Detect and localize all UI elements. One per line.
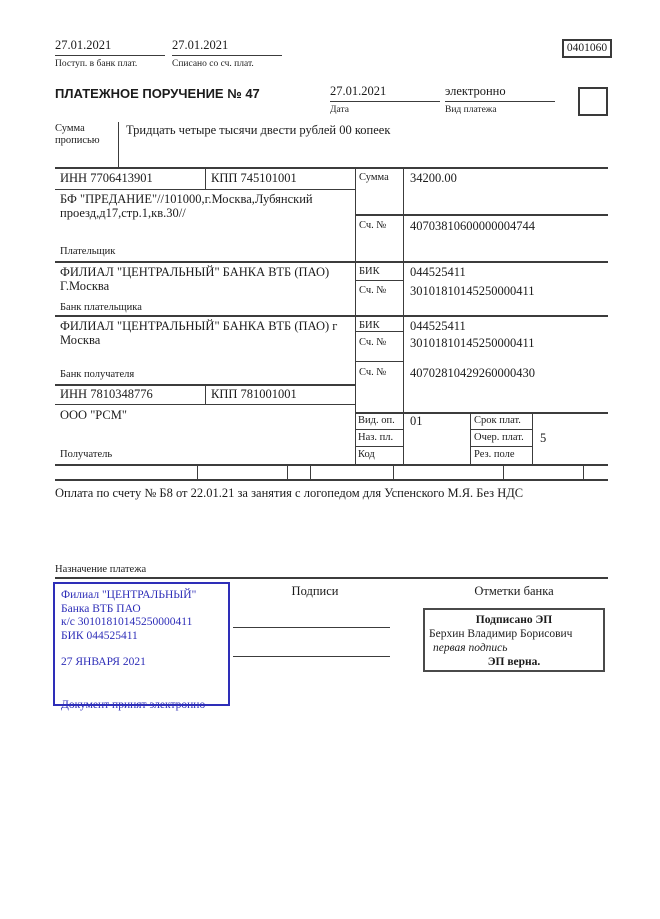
status-checkbox [578, 87, 608, 116]
payer-bank-section-label: Банк плательщика [60, 302, 142, 313]
payer-name: БФ "ПРЕДАНИЕ"//101000,г.Москва,Лубянский проезд,д17,стр.1,кв.30// [60, 192, 313, 221]
purpose-underline [55, 577, 608, 579]
payer-kpp: КПП 745101001 [211, 171, 297, 185]
payee-account-label: Сч. № [359, 367, 387, 378]
tax-cell-divider-3 [310, 464, 311, 479]
payer-bank-bik: 044525411 [410, 265, 466, 279]
tax-cell-divider-5 [503, 464, 504, 479]
duecol-left-divider [470, 412, 471, 464]
optype-row-border [355, 429, 403, 430]
bank-stamp [53, 582, 230, 711]
stamp-bank-name: Филиал "ЦЕНТРАЛЬНЫЙ" Банка ВТБ ПАО [61, 589, 197, 615]
sum-label: Сумма [359, 172, 389, 183]
tax-cell-divider-2 [287, 464, 288, 479]
payer-section-border [55, 261, 608, 263]
code-label: Код [358, 449, 375, 460]
payer-account-label: Сч. № [359, 220, 387, 231]
payer-bank-name: ФИЛИАЛ "ЦЕНТРАЛЬНЫЙ" БАНКА ВТБ (ПАО) Г.Москва [60, 265, 330, 294]
debited-date-label: Списано со сч. плат. [172, 59, 254, 69]
debited-date-underline [172, 55, 282, 56]
tax-row-bottom-border [55, 479, 608, 481]
sum-cell-border [355, 214, 608, 216]
payerbank-section-border [55, 315, 608, 317]
esign-verified: ЭП верна. [487, 656, 541, 669]
nazpl-row-border [355, 446, 403, 447]
reserve-label: Рез. поле [474, 449, 515, 460]
payee-bank-name: ФИЛИАЛ "ЦЕНТРАЛЬНЫЙ" БАНКА ВТБ (ПАО) г Москва [60, 319, 338, 348]
payee-bank-account: 30101810145250000411 [410, 336, 535, 350]
tax-cell-divider-6 [583, 464, 584, 479]
purpose-code-label: Наз. пл. [358, 432, 394, 443]
debited-date: 27.01.2021 [172, 38, 229, 52]
tax-cell-divider-1 [197, 464, 198, 479]
document-date: 27.01.2021 [330, 84, 387, 98]
esign-name: Берхин Владимир Борисович [429, 628, 573, 641]
document-title: ПЛАТЕЖНОЕ ПОРУЧЕНИЕ № 47 [55, 86, 260, 101]
signature-line-2 [233, 656, 390, 657]
payee-account-label-border [355, 361, 403, 362]
payer-section-label: Плательщик [60, 246, 116, 257]
payee-bank-section-label: Банк получателя [60, 369, 135, 380]
received-date: 27.01.2021 [55, 38, 112, 52]
duecol-right-divider [532, 412, 533, 464]
form-code-box: 0401060 [562, 39, 612, 58]
received-date-underline [55, 55, 165, 56]
stamp-bik: БИК 044525411 [61, 629, 138, 642]
amount-words-value: Тридцать четыре тысячи двести рублей 00 копеек [126, 123, 391, 137]
stamp-footer: Документ принят электронно [61, 698, 206, 711]
payee-name: ООО "РСМ" [60, 408, 127, 422]
payer-account: 40703810600000004744 [410, 219, 535, 233]
order-label: Очер. плат. [474, 432, 524, 443]
document-date-label: Дата [330, 105, 349, 115]
payee-inn-kpp-divider [205, 384, 206, 404]
table-labelcol-divider [403, 167, 404, 464]
payee-inn-row-border [55, 404, 355, 405]
due-label: Срок плат. [474, 415, 521, 426]
payee-inn: ИНН 7810348776 [60, 387, 153, 401]
opfields-top-border [355, 412, 608, 414]
signature-line-1 [233, 627, 390, 628]
payer-bank-bik-label: БИК [359, 266, 380, 277]
payer-inn: ИНН 7706413901 [60, 171, 153, 185]
received-date-label: Поступ. в банк плат. [55, 59, 138, 69]
payee-bank-account-label: Сч. № [359, 337, 387, 348]
table-border-top [55, 167, 608, 169]
op-type-value: 01 [410, 414, 423, 428]
op-type-label: Вид. оп. [358, 415, 395, 426]
payer-inn-row-border [55, 189, 355, 190]
payee-section-border [55, 464, 608, 466]
amount-words-label: Сумма прописью [55, 123, 100, 146]
stamp-date: 27 ЯНВАРЯ 2021 [61, 656, 146, 669]
payee-bank-bik: 044525411 [410, 319, 466, 333]
document-date-underline [330, 101, 440, 102]
payment-kind-label: Вид платежа [445, 105, 497, 115]
amount-words-divider [118, 122, 119, 168]
table-mid-divider [355, 167, 356, 464]
esign-box [423, 608, 605, 672]
order-value: 5 [540, 431, 547, 445]
order-row-border [470, 446, 532, 447]
purpose-label: Назначение платежа [55, 564, 147, 575]
payer-inn-kpp-divider [205, 167, 206, 189]
sum-value: 34200.00 [410, 171, 457, 185]
payerbank-bik-divider [355, 280, 403, 281]
purpose-text: Оплата по счету № Б8 от 22.01.21 за занятия с логопедом для Успенского М.Я. Без НДС [55, 486, 524, 500]
esign-kind: первая подпись [433, 642, 508, 655]
payee-kpp: КПП 781001001 [211, 387, 297, 401]
esign-title: Подписано ЭП [475, 614, 553, 626]
stamp-corr-account: к/с 30101810145250000411 [61, 616, 193, 629]
payer-bank-account: 30101810145250000411 [410, 284, 535, 298]
payee-bank-bik-label: БИК [359, 320, 380, 331]
payee-account: 40702810429260000430 [410, 366, 535, 380]
due-row-border [470, 429, 532, 430]
payer-bank-account-label: Сч. № [359, 285, 387, 296]
signatures-header: Подписи [291, 584, 339, 598]
payment-kind: электронно [445, 84, 506, 98]
payment-kind-underline [445, 101, 555, 102]
tax-cell-divider-4 [393, 464, 394, 479]
bank-marks-header: Отметки банка [474, 584, 554, 598]
payee-section-label: Получатель [60, 449, 113, 460]
